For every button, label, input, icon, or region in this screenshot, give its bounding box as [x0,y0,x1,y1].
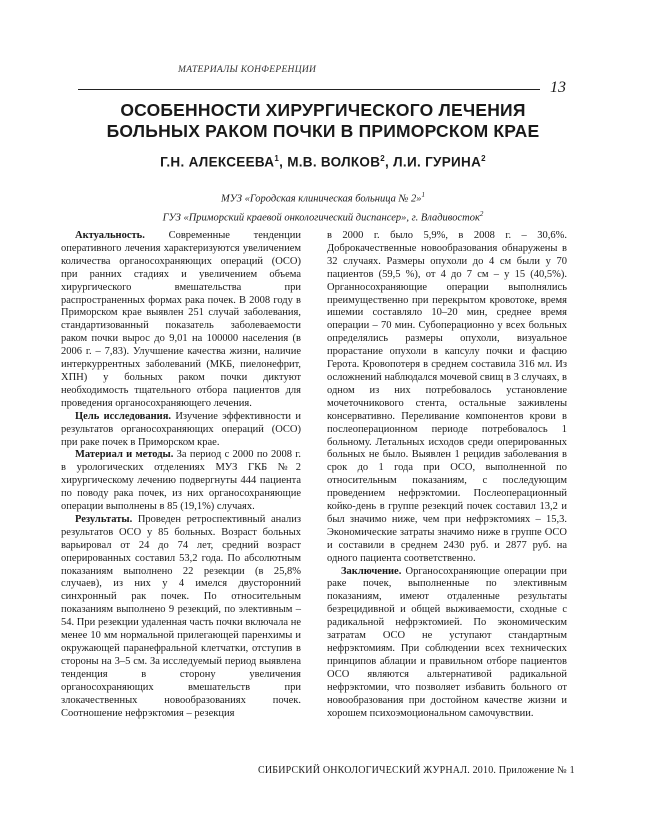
affiliation-text: МУЗ «Городская клиническая больница № 2» [220,193,422,205]
left-column [61,230,301,720]
section-text: Изучение эффективности и результатов органосохраняющих операций (ОСО) при раке почек в Приморском крае. [61,410,301,448]
section-text: Проведен ретроспективный анализ результатов ОСО у 85 больных. Возраст больных варьировал от 24 до 74 лет, средний возраст оперированных составил 53,2 года. По абсолютным показаниям выполнено 22 резекции (в 25,8% случаев), из них у 4 имелся двусторонний синхронный рак почек. По относительным показаниям выполнено 9 резекций, по элективным – 54. При резекции удаленная часть почки включала не менее 10 мм нормальной прилегающей паренхимы и окружающей паранефральной клетчатки, отступив в стороны на 3–5 см. За исследуемый период выявлена тенденция в сторону увеличения органосохраняющих вмешательств при злокачественных новообразованиях почек. Соотношение нефрэктомия – резекция [61,513,301,719]
section-text: За период с 2000 по 2008 г. в урологических отделениях МУЗ ГКБ №2 хирургическому лечению подвергнуты 444 пациента по поводу рака почек, из них органосохраняющие операции выполнены в 85 (19,1%) случаях. [61,449,302,513]
author-name: Г.Н. АЛЕКСЕЕВА [160,154,275,170]
running-head: МАТЕРИАЛЫ КОНФЕРЕНЦИИ [178,65,317,75]
section-head: Результаты. [75,513,133,525]
affiliation-2 [60,207,586,226]
journal-footer: СИБИРСКИЙ ОНКОЛОГИЧЕСКИЙ ЖУРНАЛ. 2010. Приложение № 1 [258,765,575,776]
affiliations [60,188,586,225]
paragraph-conclusion [327,566,567,721]
author-name: Л.И. ГУРИНА [393,154,482,170]
section-head: Цель исследования. [75,410,172,422]
section-text: Органосохраняющие операции при раке почек, выполненные по элективным показаниям, имеют отдаленные результаты безрецидивной и общей выживаемости, сходные с радикальной нефрэктомией. По экономическим затратам ОСО не уступают стандартным нефрэктомиям. При соблюдении всех технических принципов аблации и правильном отборе пациентов ОСО являются альтернативой радикальной нефрэктомии, что позволяет избавить больного от новообразования при достойном качестве жизни и хорошем психоэмоциональном самочувствии. [327,565,568,719]
section-text: Современные тенденции оперативного лечения характеризуются увеличением количества органосохраняющих операций (ОСО) при ранних стадиях и увеличением объема хирургического вмешательства при распространенных формах рака почек. В 2008 году в Приморском крае выявлен 251 случай заболевания, стандартизованный показатель заболеваемости раком почки вырос до 9,01 на 100000 населения (в 2006 г. – 7,83). Улучшение качества жизни, наличие интеркуррентных заболеваний (МКБ, пиелонефрит, ХПН) у больных раком почки диктуют необходимость тщательного отбора пациентов для проведения органосохраняющего лечения. [61,230,301,409]
affiliation-sup: 2 [479,209,484,218]
title-line-1: ОСОБЕННОСТИ ХИРУРГИЧЕСКОГО ЛЕЧЕНИЯ [120,100,526,120]
author-name: М.В. ВОЛКОВ [287,154,381,170]
authors: Г.Н. АЛЕКСЕЕВА$^1$, М.В. ВОЛКОВ$^2$, Л.И. ГУРИНА$^2$ [160,154,486,170]
paragraph-aktualnost [61,230,301,411]
paragraph-results [61,514,301,721]
author-sup: 1 [274,154,280,163]
section-head: Материал и методы. [75,449,174,461]
paragraph-results-continued: в 2000 г. было 5,9%, в 2008 г. – 30,6%. Доброкачественные новообразования обнаружены в 32 случаях. Размеры опухоли до 4 см были у 70 пациентов (59,5 %), от 4 до 7 см – у 15 (40,5%). Органносохраняющие операции выполнялись преимущественно при перекрытом кровотоке, время ишемии составляло 10–20 мин, среднее время операции – 70 мин. Субоперационно у всех больных определялись размеры опухоли, визуальное прорастание опухоли в капсулу почки и фасцию Герота. Кровопотеря в среднем составила 316 мл. Из осложнений наблюдался мочевой свищ в 3 случаях, в одном из них потребовалось установление мочеточникового стента, остальные заживлены консервативно. Переливание компонентов крови в послеоперационном периоде потребовалось 1 больному. Летальных исходов среди оперированных больных не было. Выявлен 1 рецидив заболевания в срок до 1 года при ОСО, выполненной по относительным показаниям, с последующим проведением нефрэктомии. Послеоперационный койко-день в группе резекций почек составил 13,2 и был значимо ниже, чем при нефрэктомиях – 15,3. Экономические затраты значимо ниже в группе ОСО и составили в среднем 2430 руб. и 2877 руб. на одного пациента соответственно. [327,230,567,564]
section-head: Актуальность. [75,230,145,241]
right-column [327,230,567,720]
affiliation-1 [60,188,586,207]
article-title [60,100,586,142]
title-line-2: БОЛЬНЫХ РАКОМ ПОЧКИ В ПРИМОРСКОМ КРАЕ [106,121,540,141]
section-head: Заключение. [341,565,402,577]
page-number: 13 [550,79,566,96]
paragraph-goal [61,411,301,450]
header-rule [78,89,540,90]
paragraph-methods [61,449,301,514]
affiliation-sup: 1 [421,191,426,199]
author-sup: 2 [481,154,486,163]
author-sup: 2 [380,154,386,163]
affiliation-text: ГУЗ «Приморский краевой онкологический диспансер», г. Владивосток [162,212,480,223]
